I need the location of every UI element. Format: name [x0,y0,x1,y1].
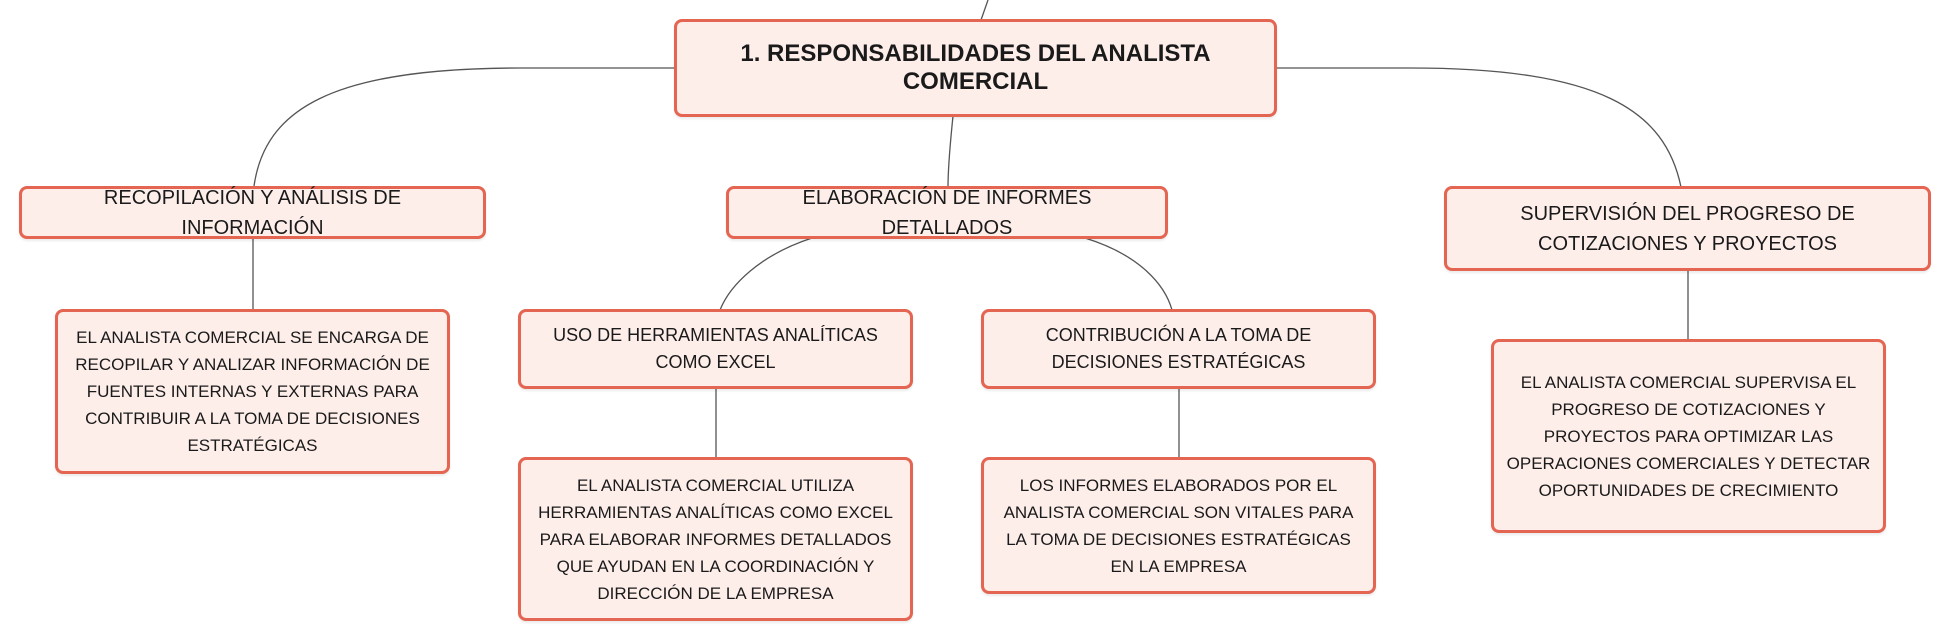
branch-recopilacion-label: RECOPILACIÓN Y ANÁLISIS DE INFORMACIÓN [103,186,402,239]
branch-elaboracion[interactable] [726,186,1168,239]
subtopic-herramientas[interactable] [518,309,913,389]
subtopic-contribucion[interactable] [981,309,1376,389]
detail-contribucion[interactable] [981,457,1376,594]
connector-root-branch3 [1276,68,1681,187]
branch-recopilacion[interactable] [19,186,486,239]
subtopic-herramientas-label: USO DE HERRAMIENTAS ANALÍTICAS COMO EXCEL [553,325,878,372]
detail-contribucion-text: LOS INFORMES ELABORADOS POR EL ANALISTA COMERCIAL SON VITALES PARA LA TOMA DE DECISIONES ESTRATÉGICAS EN LA EMPRESA [1003,475,1354,576]
connector-root-branch2 [948,116,953,187]
branch-supervision-label: SUPERVISIÓN DEL PROGRESO DE COTIZACIONES Y PROYECTOS [1520,202,1855,255]
branch-supervision[interactable] [1444,186,1931,271]
connector-branch2-child2 [1085,238,1172,310]
detail-herramientas-text: EL ANALISTA COMERCIAL UTILIZA HERRAMIENTAS ANALÍTICAS COMO EXCEL PARA ELABORAR INFORMES DETALLADOS QUE AYUDAN EN LA COORDINACIÓN Y DIRECCIÓN DE LA EMPRESA [538,475,893,603]
detail-herramientas[interactable] [518,457,913,621]
detail-supervision[interactable] [1491,339,1886,533]
detail-recopilacion-text: EL ANALISTA COMERCIAL SE ENCARGA DE RECOPILAR Y ANALIZAR INFORMACIÓN DE FUENTES INTERNAS Y EXTERNAS PARA CONTRIBUIR A LA TOMA DE DECISIONES ESTRATÉGICAS [75,328,430,455]
subtopic-contribucion-label: CONTRIBUCIÓN A LA TOMA DE DECISIONES ESTRATÉGICAS [1045,325,1312,372]
connector-root-incoming [981,0,988,20]
branch-elaboracion-label: ELABORACIÓN DE INFORMES DETALLADOS [802,186,1092,239]
connector-root-branch1 [254,68,675,186]
root-topic-label: 1. RESPONSABILIDADES DEL ANALISTA COMERCIAL [740,40,1211,95]
detail-recopilacion[interactable] [55,309,450,474]
connector-branch2-child1 [720,238,812,310]
detail-supervision-text: EL ANALISTA COMERCIAL SUPERVISA EL PROGRESO DE COTIZACIONES Y PROYECTOS PARA OPTIMIZAR LAS OPERACIONES COMERCIALES Y DETECTAR OPORTUNIDADES DE CRECIMIENTO [1506,372,1871,500]
root-topic[interactable] [674,19,1277,117]
